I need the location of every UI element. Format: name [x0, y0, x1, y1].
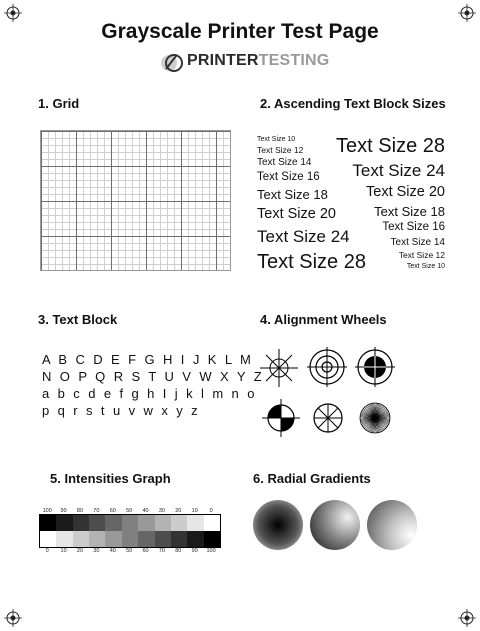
intensity-label: 30	[93, 548, 100, 554]
intensity-label: 60	[142, 548, 149, 554]
test-grid	[40, 130, 231, 271]
intensity-swatch	[105, 531, 121, 547]
logo-mark-icon	[160, 51, 184, 75]
intensity-swatch	[89, 531, 105, 547]
intensity-swatch	[155, 515, 171, 531]
intensity-graph	[39, 514, 221, 548]
radial-gradient-dark-center	[253, 500, 303, 550]
intensity-label: 40	[142, 508, 149, 514]
intensity-label: 80	[175, 548, 182, 554]
text-size-sample: Text Size 12	[257, 145, 304, 155]
alignment-wheel-spokes-icon	[309, 399, 347, 437]
text-size-sample: Text Size 10	[406, 263, 445, 270]
logo-text-testing: TESTING	[258, 52, 330, 69]
text-block-line: A B C D E F G H I J K L M	[42, 352, 254, 367]
intensity-label: 10	[60, 548, 67, 554]
text-size-sample: Text Size 16	[382, 221, 445, 233]
radial-gradient-light-top-right	[310, 500, 360, 550]
intensity-swatch	[56, 531, 72, 547]
alignment-wheel-quadrant-icon	[262, 399, 300, 437]
registration-mark-icon	[4, 609, 22, 627]
intensity-swatch	[187, 531, 203, 547]
intensity-swatch	[204, 515, 220, 531]
text-size-sample: Text Size 18	[374, 204, 445, 219]
text-block-line: p q r s t u v w x y z	[42, 403, 201, 418]
intensity-label: 90	[60, 508, 67, 514]
intensity-swatch	[105, 515, 121, 531]
text-size-sample: Text Size 16	[257, 171, 320, 183]
intensity-swatch	[138, 515, 154, 531]
intensity-swatch	[122, 531, 138, 547]
intensity-swatch	[138, 531, 154, 547]
intensity-swatch	[204, 531, 220, 547]
intensity-label: 80	[76, 508, 84, 514]
alignment-wheel-starburst-icon	[356, 399, 394, 437]
intensity-swatch	[171, 531, 187, 547]
intensity-swatch	[171, 515, 187, 531]
intensity-swatch	[122, 515, 138, 531]
intensity-label: 50	[126, 508, 133, 514]
intensity-label: 100	[206, 548, 216, 554]
text-size-sample: Text Size 18	[257, 187, 328, 202]
intensity-swatch	[73, 515, 89, 531]
intensity-swatch	[40, 515, 56, 531]
intensity-swatch	[155, 531, 171, 547]
intensity-label: 20	[175, 508, 182, 514]
intensity-label: 0	[45, 548, 49, 554]
intensity-swatch	[73, 531, 89, 547]
radial-gradient-light-right	[367, 500, 417, 550]
intensity-label: 70	[93, 508, 100, 514]
alignment-wheel-crosshair-icon	[260, 349, 298, 387]
alignment-wheel-rings-icon	[307, 347, 347, 387]
section-heading-ascending: 2. Ascending Text Block Sizes	[260, 96, 446, 111]
text-size-sample: Text Size 14	[257, 157, 312, 168]
text-size-sample: Text Size 20	[257, 206, 336, 222]
text-size-sample: Text Size 28	[336, 135, 445, 157]
intensity-label: 40	[109, 548, 116, 554]
text-size-sample: Text Size 20	[366, 184, 445, 200]
intensity-swatch	[56, 515, 72, 531]
text-block-line: a b c d e f g h I j k l m n o	[42, 386, 257, 401]
page-title: Grayscale Printer Test Page	[101, 20, 379, 43]
text-size-sample: Text Size 14	[390, 237, 445, 248]
text-size-sample: Text Size 28	[257, 251, 366, 273]
intensity-swatch	[187, 515, 203, 531]
intensity-label: 100	[42, 508, 52, 514]
intensity-swatch	[89, 515, 105, 531]
registration-mark-icon	[458, 609, 476, 627]
text-size-sample: Text Size 12	[398, 250, 445, 260]
section-heading-wheels: 4. Alignment Wheels	[260, 312, 387, 327]
printertesting-logo	[160, 50, 330, 76]
intensity-label: 30	[158, 508, 165, 514]
text-block-line: N O P Q R S T U V W X Y Z	[42, 369, 265, 384]
intensity-bottom-labels	[39, 548, 219, 554]
logo-text-printer: PRINTER	[187, 52, 259, 69]
intensity-label: 60	[109, 508, 116, 514]
intensity-label: 70	[158, 548, 165, 554]
section-heading-gradients: 6. Radial Gradients	[253, 471, 371, 486]
section-heading-text-block: 3. Text Block	[38, 312, 118, 327]
section-heading-intensities: 5. Intensities Graph	[50, 471, 171, 486]
text-block	[42, 351, 264, 419]
text-size-sample: Text Size 24	[257, 227, 350, 246]
intensity-label: 0	[209, 508, 213, 514]
intensity-label: 90	[191, 548, 198, 554]
text-size-sample: Text Size 24	[352, 161, 445, 180]
intensity-label: 10	[191, 508, 198, 514]
intensity-label: 50	[126, 548, 133, 554]
section-heading-grid: 1. Grid	[38, 96, 80, 111]
alignment-wheel-target-icon	[355, 347, 395, 387]
intensity-swatch	[40, 531, 56, 547]
text-size-sample: Text Size 10	[257, 136, 296, 143]
intensity-label: 20	[76, 548, 84, 554]
